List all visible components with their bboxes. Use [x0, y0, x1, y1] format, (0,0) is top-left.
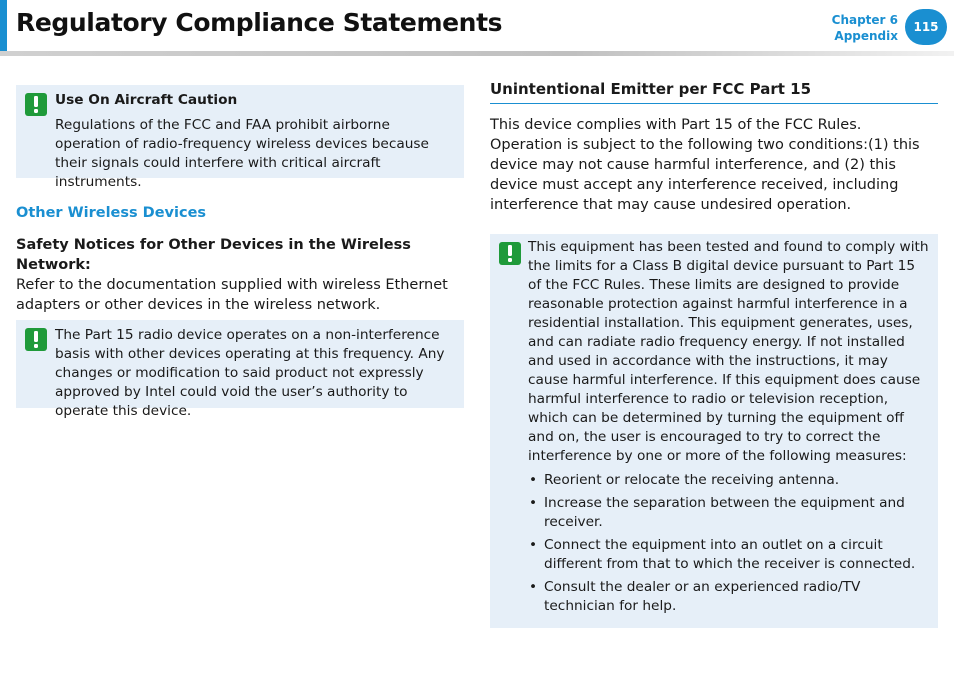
fcc-intro-paragraph: This device complies with Part 15 of the FCC Rules. Operation is subject to the following two conditions:(1) this device may not cause harmful interference, and (2) this device must accept any interference received, including interference that may cause undesired operation. [490, 117, 920, 213]
section-heading-fcc: Unintentional Emitter per FCC Part 15 [490, 80, 938, 104]
safety-notice-paragraph [16, 235, 456, 315]
list-item: • Connect the equipment into an outlet on a circuit different from that to which the receiver is connected. [529, 537, 916, 572]
list-item: • Reorient or relocate the receiving antenna. [529, 472, 840, 488]
safety-notice-text: Refer to the documentation supplied with wireless Ethernet adapters or other devices in the wireless network. [16, 277, 448, 313]
note-body: The Part 15 radio device operates on a non-interference basis with other devices operating at this frequency. Any changes or modification to said product not expressly approved by Intel could void the user’s authority to operate this device. [55, 327, 445, 419]
header-accent-bar [0, 0, 7, 52]
chapter-section: Appendix [834, 29, 898, 43]
safety-notice-label: Safety Notices for Other Devices in the Wireless Network: [16, 237, 411, 273]
note-body: This equipment has been tested and found to comply with the limits for a Class B digital device pursuant to Part 15 of the FCC Rules. These limits are designed to provide reasonable protection against harmful interference in a residential installation. This equipment generates, uses, and can radiate radio frequency energy. If not installed and used in accordance with the instructions, it may cause harmful interference. If this equipment does cause harmful interference to radio or television reception, which can be determined by turning the equipment off and on, the user is encouraged to try to correct the interference by one or more of the following measures: [528, 239, 929, 464]
classb-note [490, 234, 938, 628]
chapter-label [832, 12, 898, 44]
chapter-number: Chapter 6 [831, 13, 898, 27]
bullet-marker: • [529, 472, 538, 488]
exclamation-icon [499, 242, 521, 265]
bullet-marker: • [529, 579, 538, 595]
section-heading-other-wireless: Other Wireless Devices [16, 205, 207, 221]
page-header [0, 0, 954, 56]
bullet-marker: • [529, 495, 538, 511]
page-title: Regulatory Compliance Statements [16, 8, 503, 37]
part15-note [16, 320, 464, 419]
list-item: • Consult the dealer or an experienced radio/TV technician for help. [529, 579, 861, 614]
note-body: Regulations of the FCC and FAA prohibit airborne operation of radio-frequency wireless devices because their signals could interfere with critical aircraft instruments. [55, 117, 429, 190]
exclamation-icon [25, 328, 47, 351]
header-divider [0, 51, 954, 56]
bullet-marker: • [529, 537, 538, 553]
aircraft-caution-note [16, 85, 464, 190]
page-number-badge: 115 [905, 9, 947, 45]
exclamation-icon [25, 93, 47, 116]
note-title: Use On Aircraft Caution [55, 92, 238, 108]
list-item: • Increase the separation between the equipment and receiver. [529, 495, 905, 530]
measures-list [528, 471, 930, 616]
